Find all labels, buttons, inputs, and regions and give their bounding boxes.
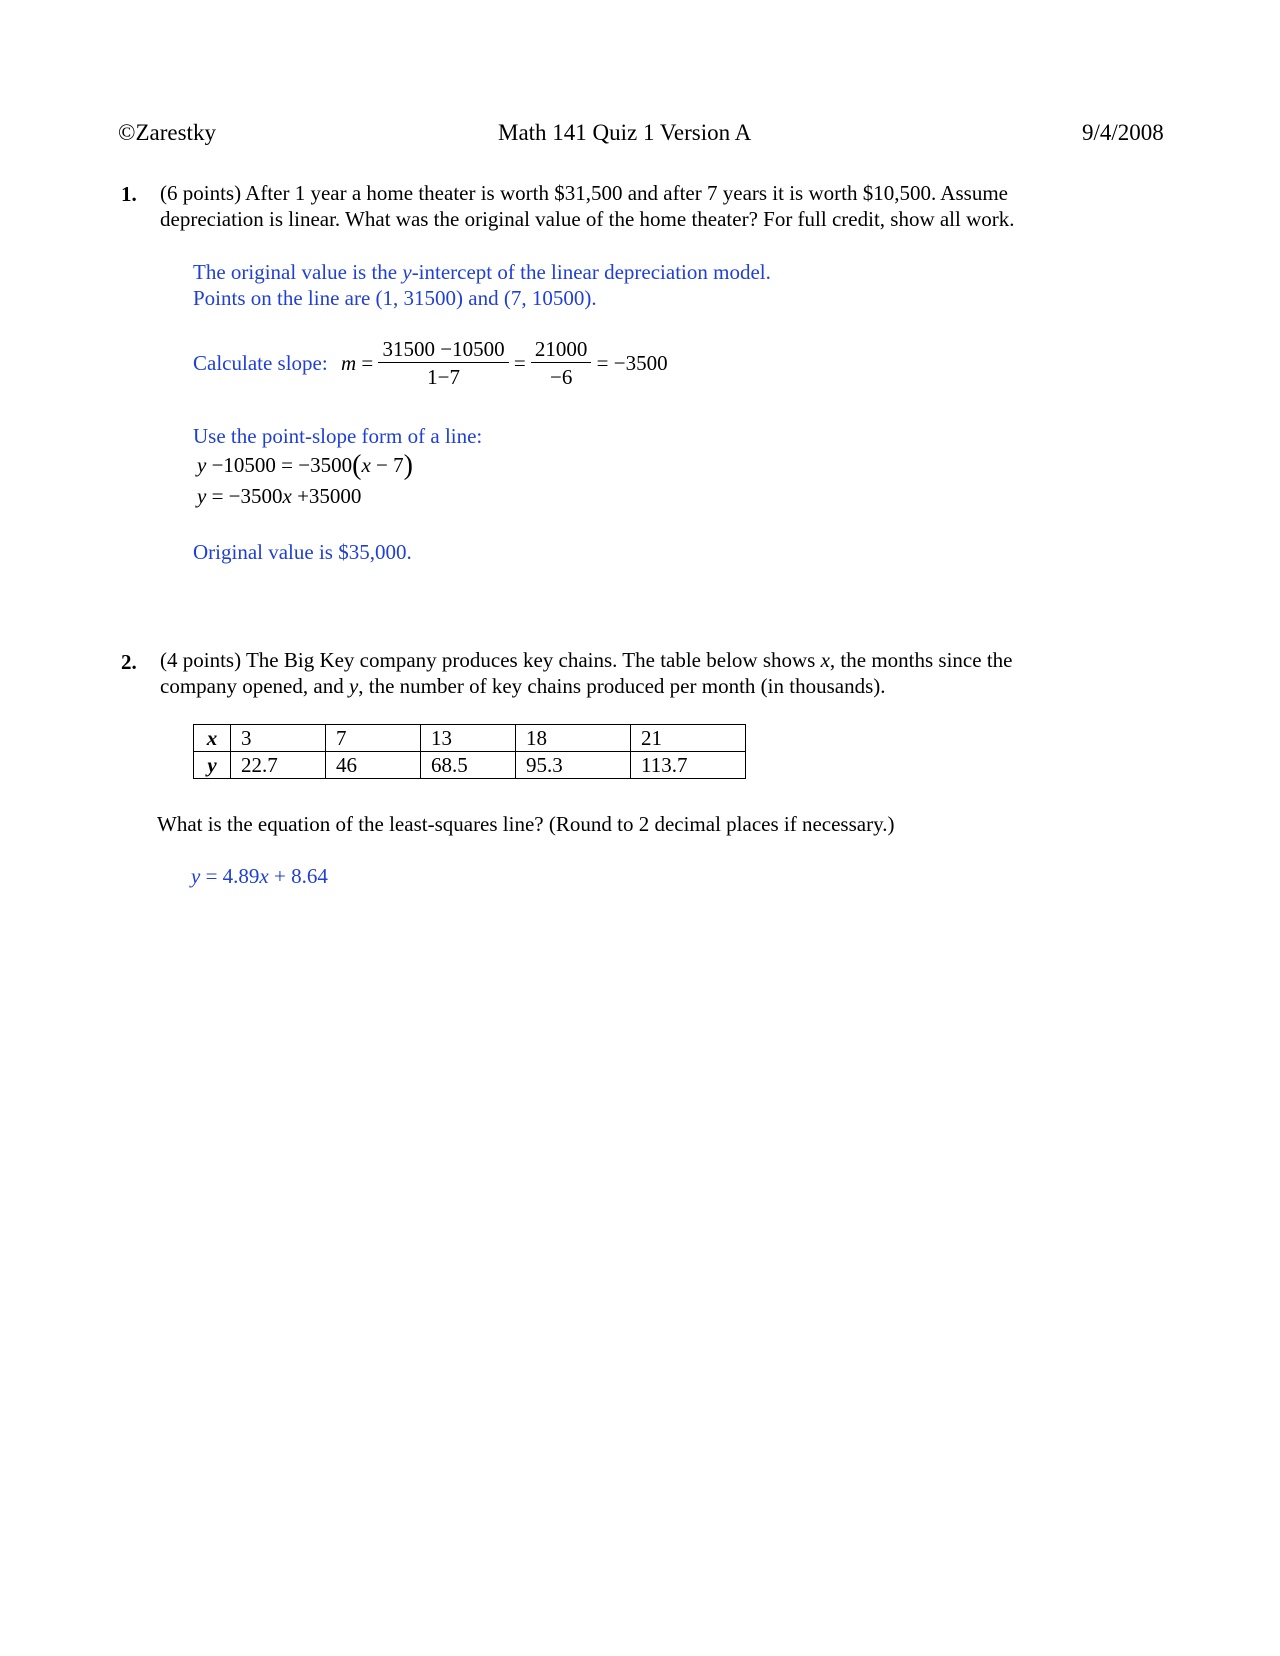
slope-result: = −3500 <box>596 351 668 375</box>
q2-answer: y = 4.89x + 8.64 <box>191 864 328 888</box>
q2-number: 2. <box>121 650 137 674</box>
table-cell: 95.3 <box>516 752 631 779</box>
q2-question: What is the equation of the least-squares line? (Round to 2 decimal places if necessary.) <box>157 812 895 836</box>
table-y-header: y <box>194 752 231 779</box>
point-slope-equation: y −10500 = −3500(x − 7) <box>197 450 413 481</box>
table-cell: 18 <box>516 725 631 752</box>
point-slope-label: Use the point-slope form of a line: <box>193 424 483 448</box>
table-cell: 21 <box>631 725 746 752</box>
table-row <box>194 725 746 752</box>
table-cell: 13 <box>421 725 516 752</box>
key-chain-table <box>193 724 746 779</box>
slope-fraction-1: $\frac{31500 -10500}{1-7}$ <box>378 336 508 391</box>
table-row <box>194 752 746 779</box>
slope-label: Calculate slope: <box>193 351 328 375</box>
q1-text-line1: (6 points) After 1 year a home theater is worth $31,500 and after 7 years it is worth $10,500. Assume <box>160 181 1008 205</box>
header-title: Math 141 Quiz 1 Version A <box>498 120 752 145</box>
header-date: 9/4/2008 <box>1082 120 1164 145</box>
table-cell: 68.5 <box>421 752 516 779</box>
q1-number: 1. <box>121 182 137 206</box>
q1-answer-line1: The original value is the y-intercept of the linear depreciation model. <box>193 260 771 284</box>
table-cell: 113.7 <box>631 752 746 779</box>
table-x-header: x <box>194 725 231 752</box>
header-author: ©Zarestky <box>118 120 216 145</box>
q1-final-answer: Original value is $35,000. <box>193 540 412 564</box>
table-cell: 22.7 <box>231 752 326 779</box>
table-cell: 46 <box>326 752 421 779</box>
q1-slope-calculation: Calculate slope: m = $\frac{31500 -10500}{1-7}$ = $\frac{21000}{-6}$ = −3500 <box>193 337 668 389</box>
q1-answer-line2: Points on the line are (1, 31500) and (7, 10500). <box>193 286 597 310</box>
q2-text-line1: (4 points) The Big Key company produces key chains. The table below shows x, the months since the <box>160 648 1013 672</box>
q2-text-line2: company opened, and y, the number of key chains produced per month (in thousands). <box>160 674 886 698</box>
table-cell: 7 <box>326 725 421 752</box>
slope-intercept-equation: y = −3500x +35000 <box>197 484 362 508</box>
q1-text-line2: depreciation is linear. What was the original value of the home theater? For full credit, show all work. <box>160 207 1015 231</box>
table-cell: 3 <box>231 725 326 752</box>
slope-fraction-2: $\frac{21000}{-6}$ <box>531 336 592 391</box>
